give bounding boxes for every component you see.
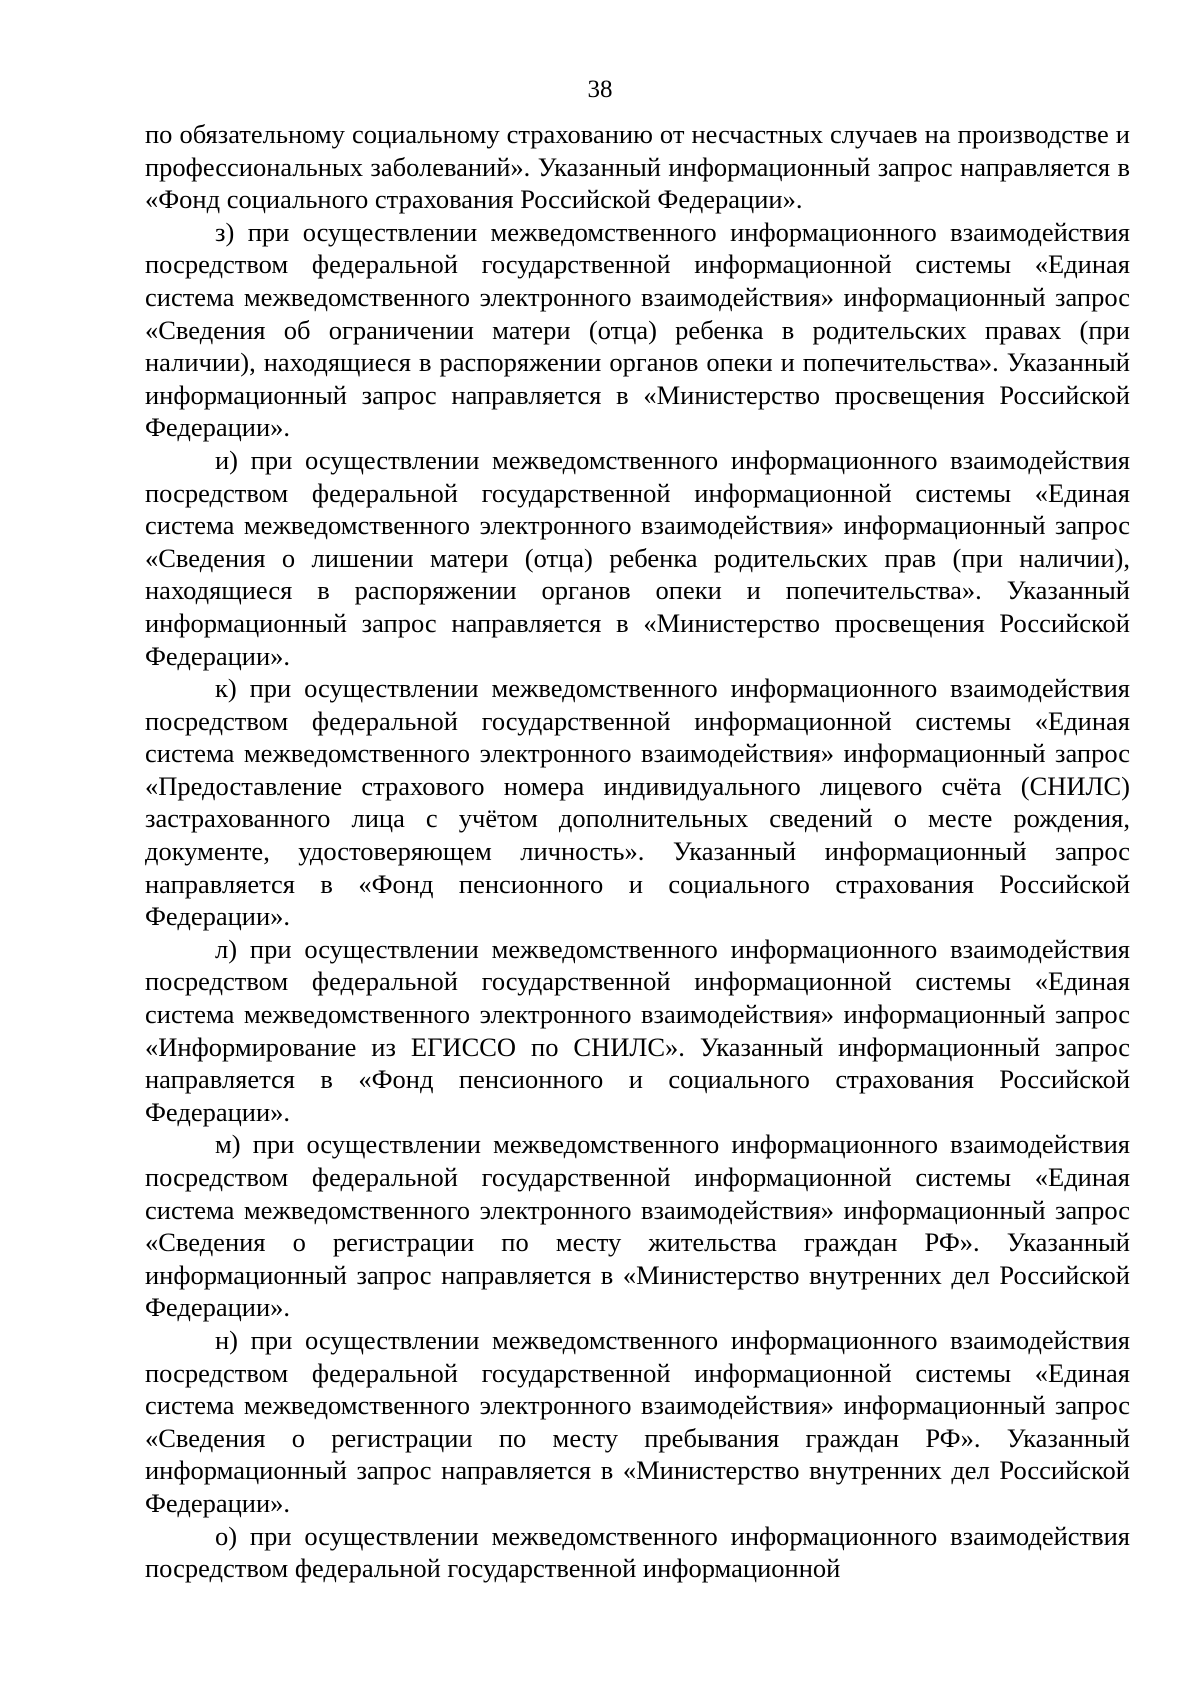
paragraph-item-l: л) при осуществлении межведомственного информационного взаимодействия посредством федеральной государственной информационной системы «Единая система межведомственного электронного взаимодействия» информационный запрос «Информирование из ЕГИССО по СНИЛС». Указанный информационный запрос направляется в «Фонд пенсионного и социального страхования Российской Федерации».	[145, 933, 1130, 1127]
paragraph-item-m: м) при осуществлении межведомственного информационного взаимодействия посредством федеральной государственной информационной системы «Единая система межведомственного электронного взаимодействия» информационный запрос «Сведения о регистрации по месту жительства граждан РФ». Указанный информационный запрос направляется в «Министерство внутренних дел Российской Федерации».	[145, 1129, 1130, 1323]
paragraph-item-o: о) при осуществлении межведомственного информационного взаимодействия посредством федеральной государственной информационной	[145, 1520, 1130, 1584]
paragraph-item-z: з) при осуществлении межведомственного информационного взаимодействия посредством федеральной государственной информационной системы «Единая система межведомственного электронного взаимодействия» информационный запрос «Сведения об ограничении матери (отца) ребенка в родительских правах (при наличии), находящиеся в распоряжении органов опеки и попечительства». Указанный информационный запрос направляется в «Министерство просвещения Российской Федерации».	[145, 216, 1130, 443]
paragraph-item-k: к) при осуществлении межведомственного информационного взаимодействия посредством федеральной государственной информационной системы «Единая система межведомственного электронного взаимодействия» информационный запрос «Предоставление страхового номера индивидуального лицевого счёта (СНИЛС) застрахованного лица с учётом дополнительных сведений о месте рождения, документе, удостоверяющем личность». Указанный информационный запрос направляется в «Фонд пенсионного и социального страхования Российской Федерации».	[145, 673, 1130, 932]
paragraph-item-n: н) при осуществлении межведомственного информационного взаимодействия посредством федеральной государственной информационной системы «Единая система межведомственного электронного взаимодействия» информационный запрос «Сведения о регистрации по месту пребывания граждан РФ». Указанный информационный запрос направляется в «Министерство внутренних дел Российской Федерации».	[145, 1324, 1130, 1518]
paragraph-item-i: и) при осуществлении межведомственного информационного взаимодействия посредством федеральной государственной информационной системы «Единая система межведомственного электронного взаимодействия» информационный запрос «Сведения о лишении матери (отца) ребенка родительских прав (при наличии), находящиеся в распоряжении органов опеки и попечительства». Указанный информационный запрос направляется в «Министерство просвещения Российской Федерации».	[145, 444, 1130, 671]
paragraph-continuation: по обязательному социальному страхованию от несчастных случаев на производстве и профессиональных заболеваний». Указанный информационный запрос направляется в «Фонд социального страхования Российской Федерации».	[145, 119, 1130, 215]
page-number: 38	[587, 76, 613, 103]
document-body	[145, 118, 1130, 1585]
